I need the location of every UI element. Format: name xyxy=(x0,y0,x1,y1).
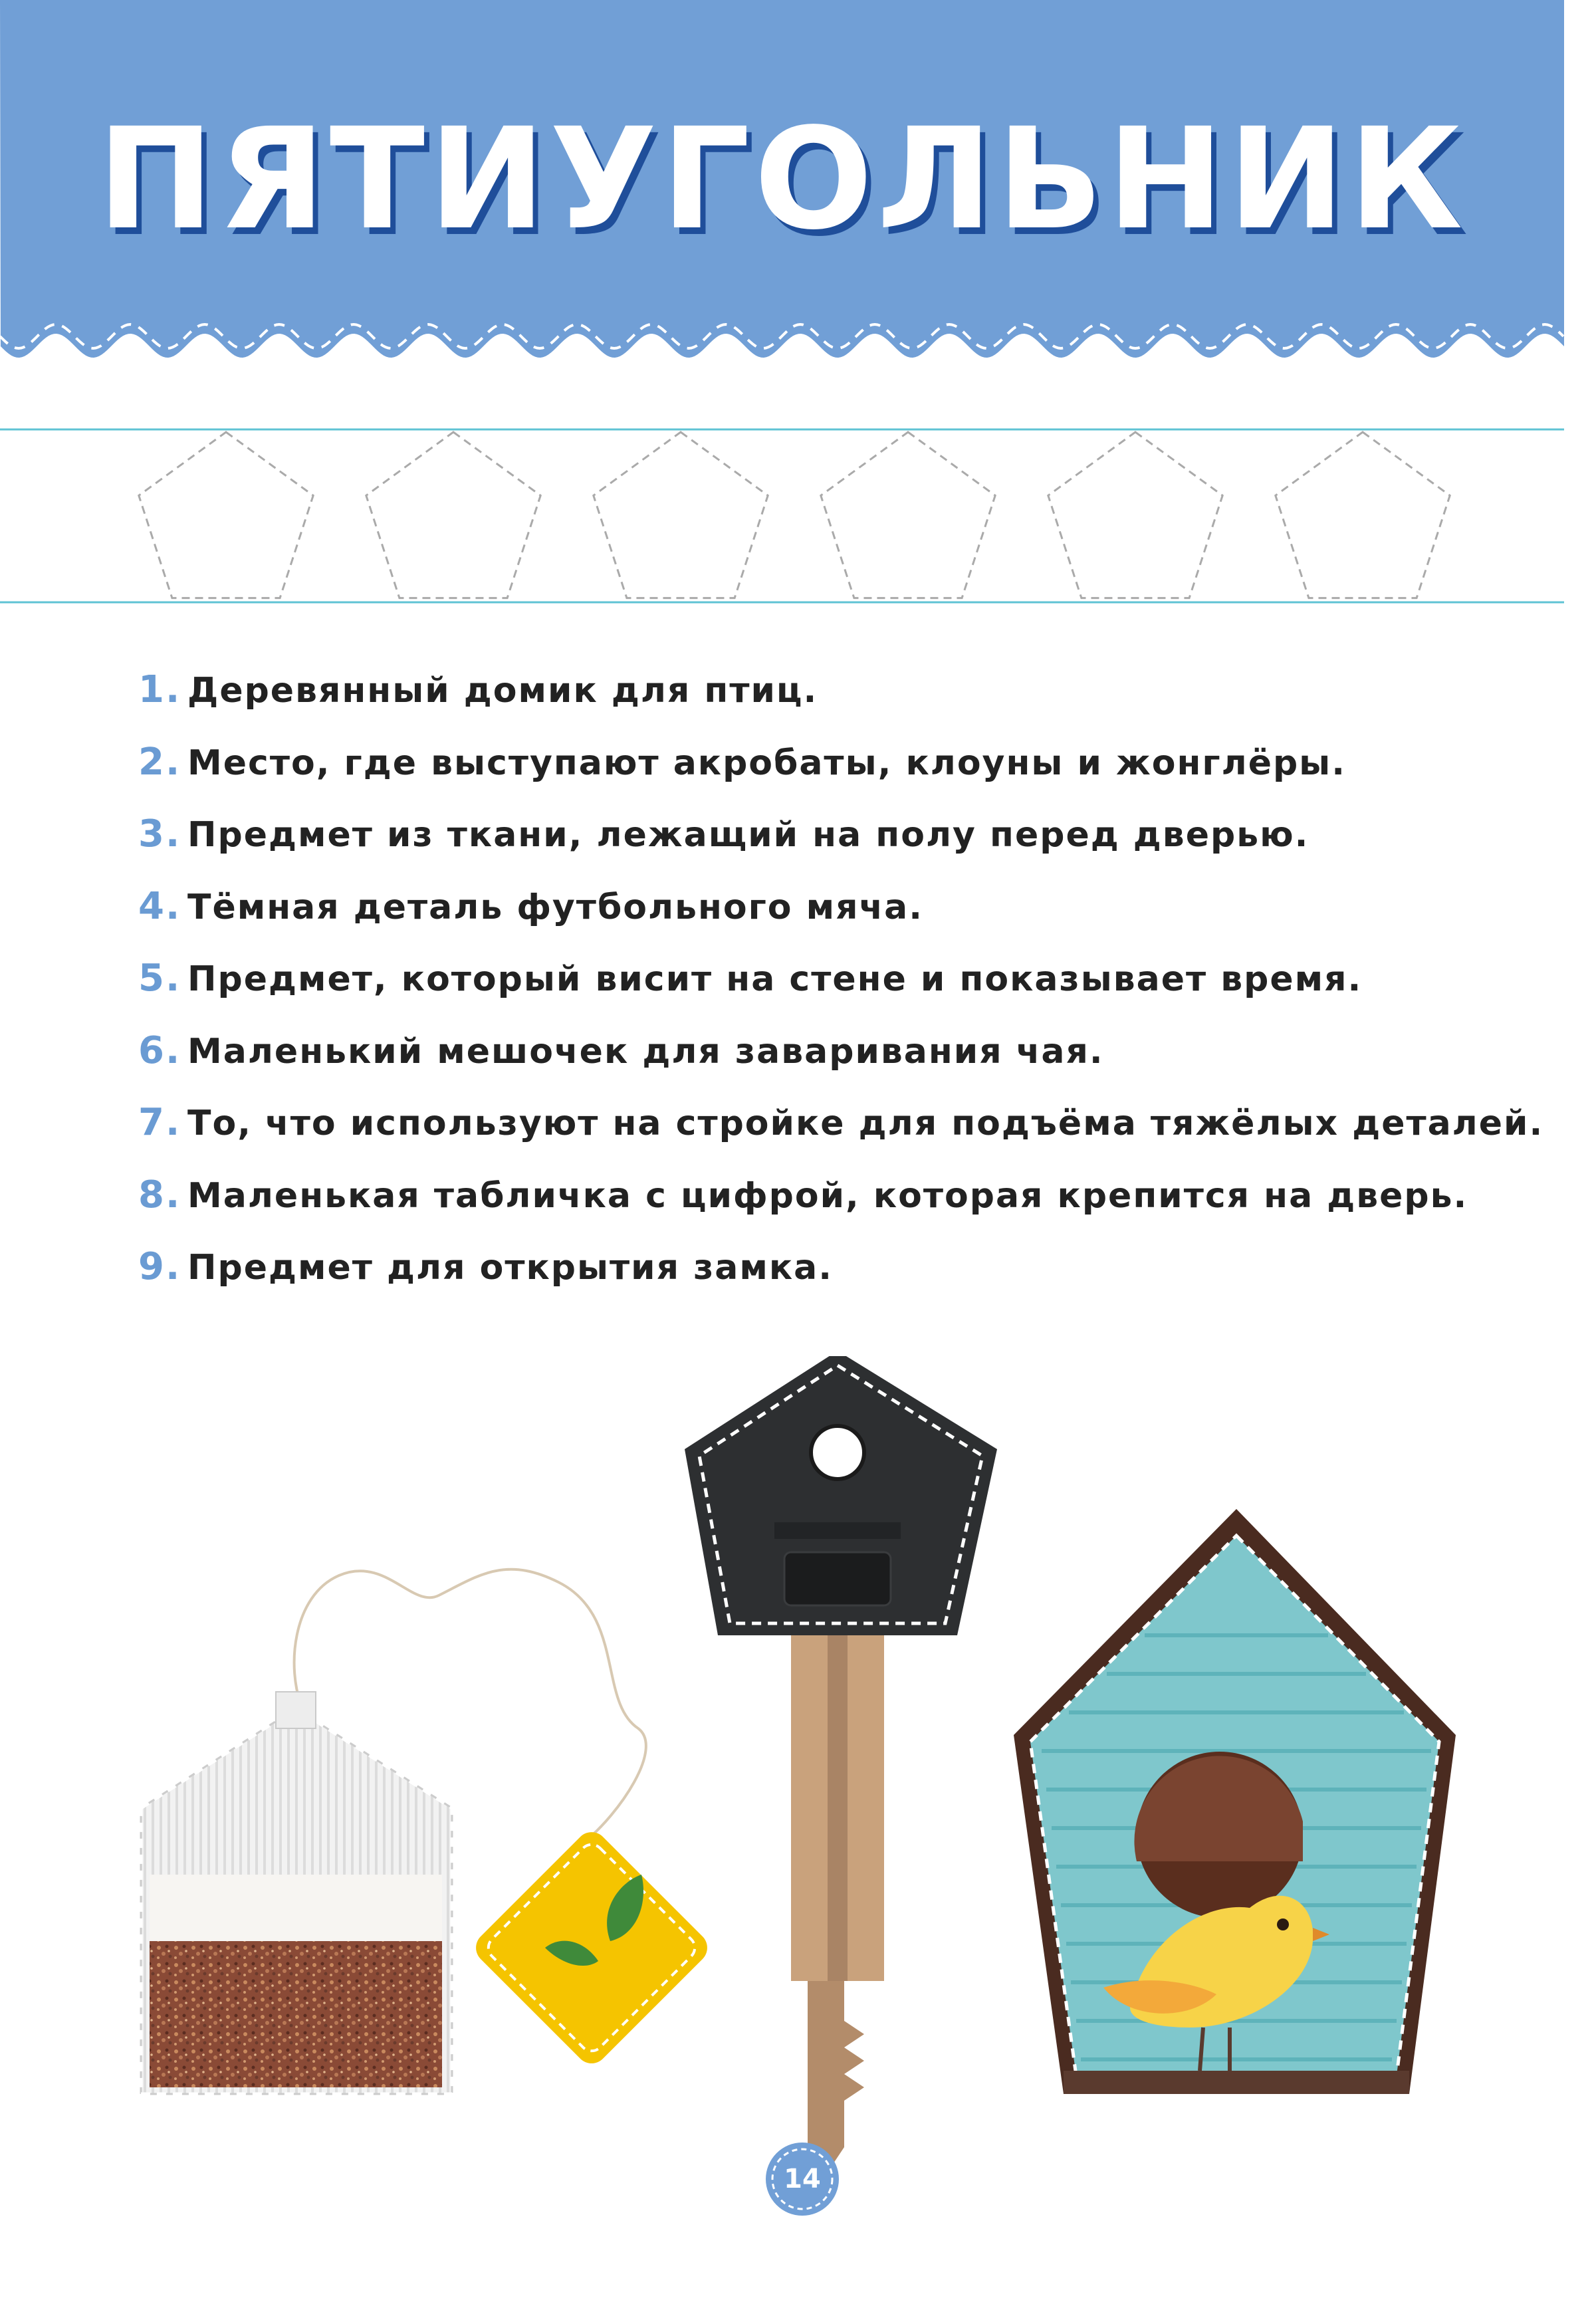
clue-text: Маленький мешочек для заваривания чая. xyxy=(187,1031,1104,1072)
clue-number: 5. xyxy=(138,957,181,1000)
tracing-pentagon xyxy=(1276,432,1450,598)
clue-item xyxy=(138,885,1501,957)
clue-text: Предмет, который висит на стене и показывает время. xyxy=(187,959,1363,999)
clue-number: 4. xyxy=(138,884,181,928)
tracing-pentagon xyxy=(1048,432,1222,598)
page-number-badge xyxy=(766,2143,839,2216)
clue-item xyxy=(138,957,1501,1029)
tea-bag-illustration xyxy=(141,1569,714,2094)
clue-number: 2. xyxy=(138,740,181,784)
clue-item xyxy=(138,812,1501,885)
clue-text: Маленькая табличка с цифрой, которая крепится на дверь. xyxy=(187,1175,1468,1216)
clue-item xyxy=(138,741,1501,813)
clue-list xyxy=(138,668,1544,1318)
tracing-pentagon xyxy=(139,432,313,598)
clue-number: 7. xyxy=(138,1101,181,1144)
clue-number: 6. xyxy=(138,1028,181,1072)
clue-text: То, что используют на стройке для подъёма тяжёлых деталей. xyxy=(187,1104,1544,1143)
page-number: 14 xyxy=(784,2164,821,2194)
clue-text: Предмет для открытия замка. xyxy=(187,1248,834,1288)
clue-number: 1. xyxy=(138,668,181,711)
clue-item xyxy=(138,1173,1501,1246)
header-banner xyxy=(0,0,1564,372)
tracing-pentagon xyxy=(366,432,540,598)
clue-item xyxy=(138,1101,1544,1173)
clue-number: 8. xyxy=(138,1173,181,1217)
clue-item xyxy=(138,1029,1501,1102)
clue-number: 9. xyxy=(138,1245,181,1288)
clue-text: Предмет из ткани, лежащий на полу перед дверью. xyxy=(187,815,1309,855)
tracing-pentagon xyxy=(821,432,995,598)
key-illustration xyxy=(685,1356,997,2167)
page-title: ПЯТИУГОЛЬНИК xyxy=(97,98,1467,261)
clue-text: Деревянный домик для птиц. xyxy=(187,671,818,711)
clue-item xyxy=(138,1245,1501,1318)
clue-item xyxy=(138,668,1501,741)
illustration-area xyxy=(0,1356,1564,2187)
clue-text: Место, где выступают акробаты, клоуны и жонглёры. xyxy=(187,743,1346,783)
clue-text: Тёмная деталь футбольного мяча. xyxy=(187,887,924,927)
tracing-pentagon xyxy=(594,432,768,598)
tracing-area xyxy=(0,425,1564,612)
birdhouse-illustration xyxy=(1014,1509,1456,2094)
clue-number: 3. xyxy=(138,812,181,856)
